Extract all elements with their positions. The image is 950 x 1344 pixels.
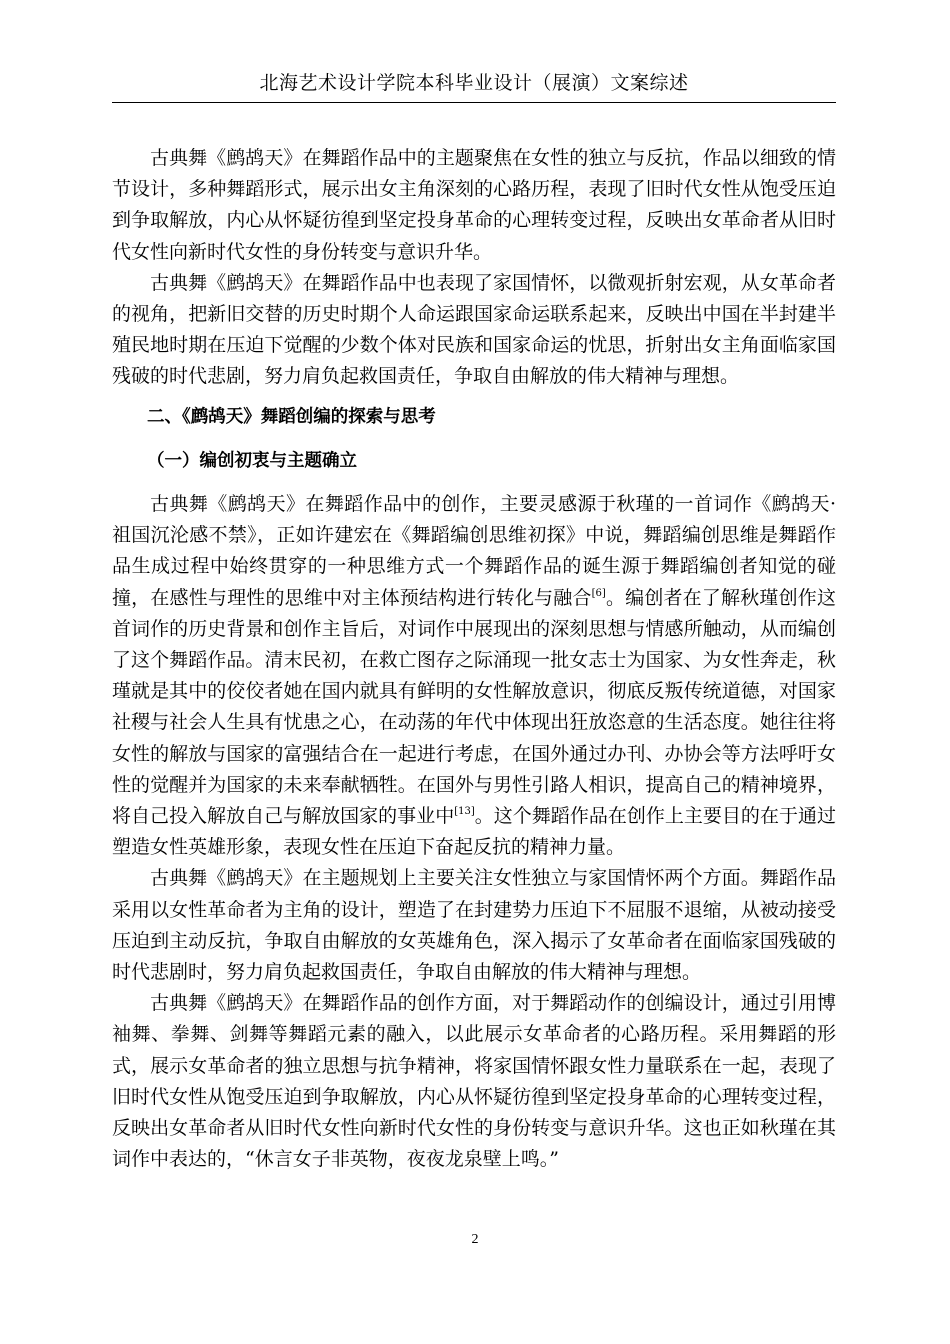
section-heading: 二、《鹧鸪天》舞蹈创编的探索与思考 — [147, 406, 436, 427]
page-header — [112, 68, 836, 103]
citation-ref-13: [13] — [454, 806, 475, 818]
paragraph-2: 古典舞《鹧鸪天》在舞蹈作品中也表现了家国情怀，以微观折射宏观，从女革命者的视角，把新旧交替的历史时期个人命运跟国家命运联系起来，反映出中国在半封建半殖民地时期在压迫下觉醒的少数个体对民族和国家命运的忧思，折射出女主角面临家国残破的时代悲剧，努力肩负起救国责任，争取自由解放的伟大精神与理想。 — [112, 271, 836, 388]
paragraph-4: 古典舞《鹧鸪天》在主题规划上主要关注女性独立与家国情怀两个方面。舞蹈作品采用以女性革命者为主角的设计，塑造了在封建势力压迫下不屈服不退缩，从被动接受压迫到主动反抗，争取自由解放的女英雄角色，深入揭示了女革命者在面临家国残破的时代悲剧时，努力肩负起救国责任，争取自由解放的伟大精神与理想。 — [112, 867, 836, 984]
paragraph-3-part-a: 古典舞《鹧鸪天》在舞蹈作品中的创作，主要灵感源于秋瑾的一首词作《鹧鸪天·祖国沉沦感不禁》，正如许建宏在《舞蹈编创思维初探》中说，舞蹈编创思维是舞蹈作品生成过程中始终贯穿的一种思维方式一个舞蹈作品的诞生源于舞蹈编创者知觉的碰撞，在感性与理性的思维中对主体预结构进行转化与融合 — [112, 493, 836, 609]
paragraph-3-part-c: 。这个舞蹈作品在创作上主要目的在于通过塑造女性英雄形象，表现女性在压迫下奋起反抗的精神力量。 — [112, 805, 836, 859]
header-title: 北海艺术设计学院本科毕业设计（展演）文案综述 — [259, 72, 689, 94]
page-number: 2 — [471, 1232, 479, 1247]
citation-ref-6: [6] — [591, 587, 606, 599]
paragraph-3 — [112, 489, 836, 863]
document-body — [112, 143, 836, 1176]
paragraph-3-part-b: 。编创者在了解秋瑾创作这首词作的历史背景和创作主旨后，对词作中展现出的深刻思想与情感所触动，从而编创了这个舞蹈作品。清末民初，在救亡图存之际涌现一批女志士为国家、为女性奔走，秋瑾就是其中的佼佼者她在国内就具有鲜明的女性解放意识，彻底反叛传统道德，对国家社稷与社会人生具有忧患之心，在动荡的年代中体现出狂放恣意的生活态度。她往往将女性的解放与国家的富强结合在一起进行考虑，在国外通过办刊、办协会等方法呼吁女性的觉醒并为国家的未来奉献牺牲。在国外与男性引路人相识，提高自己的精神境界，将自己投入解放自己与解放国家的事业中 — [112, 586, 836, 828]
paragraph-1: 古典舞《鹧鸪天》在舞蹈作品中的主题聚焦在女性的独立与反抗，作品以细致的情节设计，多种舞蹈形式，展示出女主角深刻的心路历程，表现了旧时代女性从饱受压迫到争取解放，内心从怀疑彷徨到坚定投身革命的心理转变过程，反映出女革命者从旧时代女性向新时代女性的身份转变与意识升华。 — [112, 147, 836, 263]
paragraph-5: 古典舞《鹧鸪天》在舞蹈作品的创作方面，对于舞蹈动作的创编设计，通过引用博袖舞、拳舞、剑舞等舞蹈元素的融入，以此展示女革命者的心路历程。采用舞蹈的形式，展示女革命者的独立思想与抗争精神，将家国情怀跟女性力量联系在一起，表现了旧时代女性从饱受压迫到争取解放，内心从怀疑彷徨到坚定投身革命的心理转变过程，反映出女革命者从旧时代女性向新时代女性的身份转变与意识升华。这也正如秋瑾在其词作中表达的，“休言女子非英物，夜夜龙泉壁上鸣。” — [112, 992, 836, 1171]
subsection-heading: （一）编创初衷与主题确立 — [147, 450, 357, 471]
